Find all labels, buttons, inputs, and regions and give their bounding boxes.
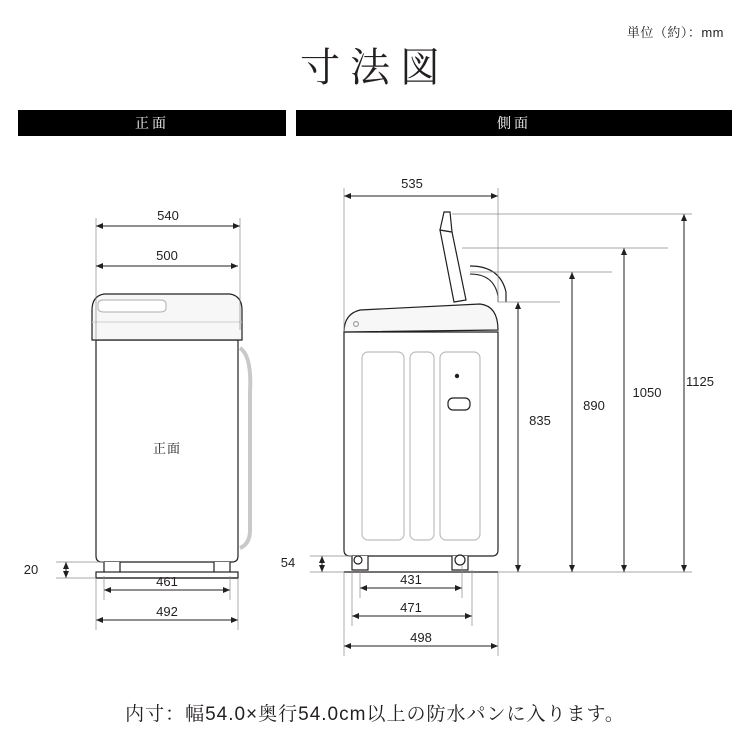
dimension-label-front-540: 540 bbox=[157, 208, 179, 223]
dimension-label-side-890: 890 bbox=[583, 398, 605, 413]
section-band-front-label: 正面 bbox=[135, 115, 169, 131]
section-band-side-label: 側面 bbox=[497, 115, 531, 131]
dimension-label-side-431: 431 bbox=[400, 572, 422, 587]
front-view-inner-label: 正面 bbox=[152, 441, 182, 456]
dimension-label-front-461: 461 bbox=[156, 574, 178, 589]
page-title: 寸法図 bbox=[300, 46, 450, 90]
side-view-drawing bbox=[344, 212, 506, 572]
footer-note: 内寸：幅54.0×奥行54.0cm以上の防水パンに入ります。 bbox=[125, 704, 625, 725]
dimension-label-side-471: 471 bbox=[400, 600, 422, 615]
unit-note: 単位（約）：mm bbox=[626, 25, 724, 40]
front-view-drawing bbox=[92, 294, 250, 578]
dimension-label-front-500: 500 bbox=[156, 248, 178, 263]
dimension-label-side-835: 835 bbox=[529, 413, 551, 428]
dimension-label-front-20: 20 bbox=[23, 562, 39, 577]
dimension-label-front-492: 492 bbox=[156, 604, 178, 619]
dimension-label-side-1050: 1050 bbox=[632, 385, 662, 400]
dimension-label-side-54: 54 bbox=[280, 555, 296, 570]
dimension-label-side-1125: 1125 bbox=[686, 374, 714, 389]
dimension-label-side-535: 535 bbox=[401, 176, 423, 191]
dimension-label-side-498: 498 bbox=[410, 630, 432, 645]
